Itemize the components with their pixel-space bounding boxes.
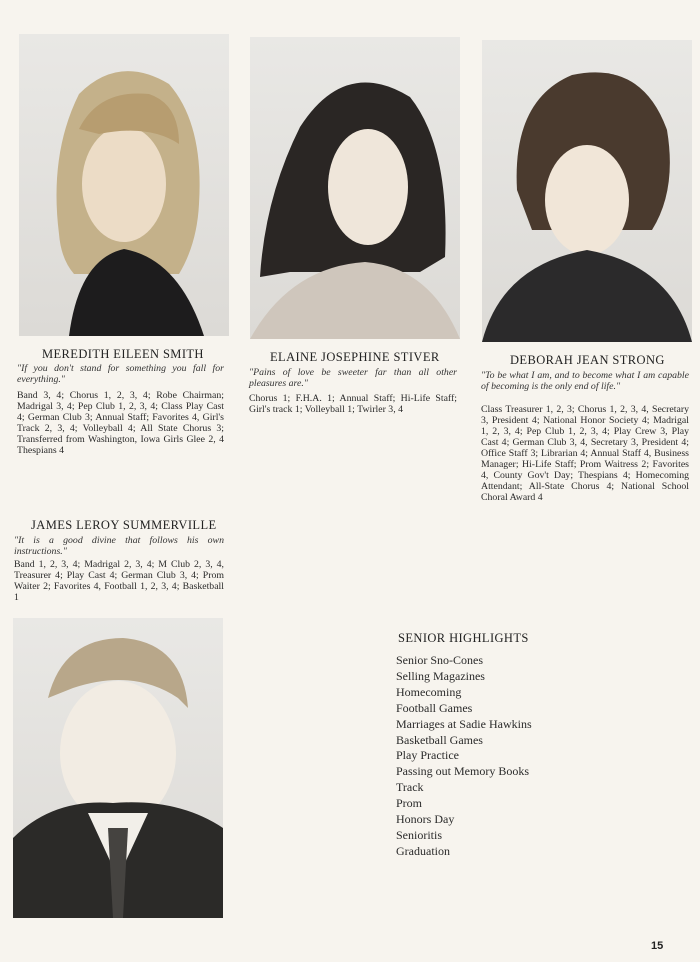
highlight-item: Homecoming	[396, 684, 462, 699]
highlight-item: Play Practice	[396, 748, 459, 763]
highlight-item: Marriages at Sadie Hawkins	[396, 716, 532, 731]
highlight-item: Graduation	[396, 843, 450, 858]
student-name: ELAINE JOSEPHINE STIVER	[270, 350, 440, 364]
highlight-item: Basketball Games	[396, 732, 483, 747]
highlight-item: Selling Magazines	[396, 668, 485, 683]
student-activities: Chorus 1; F.H.A. 1; Annual Staff; Hi-Life Staff; Girl's track 1; Volleyball 1; Twirler 3, 4	[249, 393, 457, 415]
student-name: MEREDITH EILEEN SMITH	[42, 347, 204, 361]
student-activities: Class Treasurer 1, 2, 3; Chorus 1, 2, 3, 4, Secretary 3, President 4; National Honor Society 4; Madrigal 1, 2, 3, 4; Pep Club 1, 2, 3, 4; Play Crew 3, Play Cast 4; German Club 3, 4, Secretary 3, President 4; Office Staff 3; Librarian 4; Annual Staff 4, Business Manager; Hi-Life Staff; Prom Waitress 2; Favorites 4, County Gov't Day; Thespians 4; Homecoming Attendant; All-State Chorus 4; National School Choral Award 4	[481, 404, 689, 503]
student-name: DEBORAH JEAN STRONG	[510, 353, 665, 367]
student-name: JAMES LEROY SUMMERVILLE	[31, 518, 217, 532]
portrait-elaine-stiver	[250, 37, 460, 339]
student-quote: "It is a good divine that follows his own instructions."	[14, 535, 224, 557]
portrait-james-summerville	[13, 618, 223, 918]
highlights-title: SENIOR HIGHLIGHTS	[398, 631, 529, 645]
student-activities: Band 1, 2, 3, 4; Madrigal 2, 3, 4; M Club 2, 3, 4, Treasurer 4; Play Cast 4; German Club 3, 4; Prom Waiter 2; Favorites 4, Football 1, 2, 3, 4; Basketball 1	[14, 559, 224, 603]
portrait-meredith-smith	[19, 34, 229, 336]
portrait-deborah-strong	[482, 40, 692, 342]
highlight-item: Prom	[396, 796, 423, 811]
highlight-item: Senior Sno-Cones	[396, 653, 483, 667]
student-quote: "If you don't stand for something you fall for everything."	[17, 363, 224, 385]
highlight-item: Passing out Memory Books	[396, 764, 530, 779]
student-quote: "To be what I am, and to become what I am capable of becoming is the only end of life."	[481, 370, 689, 392]
highlight-item: Track	[396, 780, 424, 795]
student-quote: "Pains of love be sweeter far than all other pleasures are."	[249, 367, 457, 389]
student-activities: Band 3, 4; Chorus 1, 2, 3, 4; Robe Chairman; Madrigal 3, 4; Pep Club 1, 2, 3, 4; Class Play Cast 4; German Club 3; Annual Staff; Favorites 4, Girl's Track 2, 3, 4; Volleyball 4; All State Chorus 3; Transferred from Washington, Iowa Girls Glee 2, 4 Thespians 4	[17, 390, 224, 456]
highlights-list	[396, 653, 532, 860]
highlight-item: Honors Day	[396, 812, 455, 827]
highlight-item: Football Games	[396, 700, 473, 715]
page-number: 15	[651, 940, 664, 952]
highlight-item: Senioritis	[396, 827, 443, 842]
